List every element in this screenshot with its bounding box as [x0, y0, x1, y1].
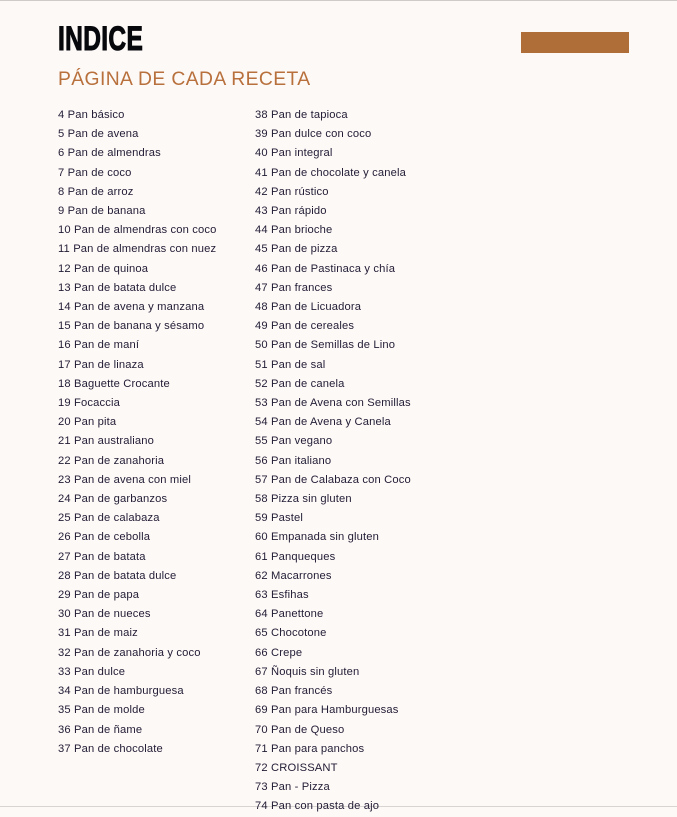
index-entry-recipe: Pan de Calabaza con Coco [271, 473, 411, 486]
index-entry-recipe: Pan de maní [74, 339, 140, 352]
index-entry-recipe: Pan de avena y manzana [74, 301, 205, 314]
index-entry-page: 36 [58, 723, 71, 736]
index-entry-page: 50 [255, 339, 268, 352]
index-entry-recipe: CROISSANT [271, 761, 338, 774]
index-entry[interactable] [58, 183, 248, 202]
index-entry-recipe: Pan de batata [74, 550, 146, 563]
index-entry-recipe: Pan de pizza [271, 243, 338, 256]
index-entry-recipe: Pan de linaza [74, 358, 144, 371]
index-entry-page: 64 [255, 608, 268, 621]
index-entry-recipe: Chocotone [271, 627, 327, 640]
index-entry-page: 8 [58, 185, 65, 198]
index-entry-page: 42 [255, 185, 268, 198]
index-entry-recipe: Pan de Pastinaca y chía [271, 262, 396, 275]
index-entry[interactable] [255, 432, 555, 451]
index-entry[interactable] [58, 740, 248, 759]
index-column-left [58, 106, 248, 759]
index-entry-recipe: Pan brioche [271, 224, 333, 237]
index-entry[interactable] [255, 759, 555, 778]
index-entry[interactable] [255, 183, 555, 202]
index-entry-recipe: Crepe [271, 646, 303, 659]
index-entry[interactable] [255, 721, 555, 740]
index-entry-recipe: Pan de Avena con Semillas [271, 397, 411, 410]
index-entry-recipe: Pan de avena con miel [74, 473, 191, 486]
index-entry[interactable] [58, 605, 248, 624]
index-entry-page: 13 [58, 281, 71, 294]
index-entry-recipe: Pan de zanahoria [74, 454, 165, 467]
index-entry-recipe: Pan de quinoa [74, 262, 149, 275]
index-entry-recipe: Pan de arroz [67, 185, 134, 198]
index-entry[interactable] [255, 375, 555, 394]
index-entry-page: 45 [255, 243, 268, 256]
index-entry-recipe: Pizza sin gluten [271, 493, 352, 506]
index-entry-page: 5 [58, 128, 65, 141]
index-entry[interactable] [255, 663, 555, 682]
index-entry-recipe: Pan de chocolate [74, 742, 163, 755]
index-entry[interactable] [58, 413, 248, 432]
index-entry[interactable] [255, 586, 555, 605]
index-entry-page: 23 [58, 473, 71, 486]
index-entry-page: 56 [255, 454, 268, 467]
index-entry[interactable] [58, 164, 248, 183]
index-entry-page: 61 [255, 550, 268, 563]
index-entry[interactable] [255, 260, 555, 279]
index-entry[interactable] [58, 317, 248, 336]
index-entry-page: 44 [255, 224, 268, 237]
index-entry[interactable] [255, 567, 555, 586]
index-entry-page: 15 [58, 320, 71, 333]
index-entry-recipe: Pan de tapioca [271, 109, 348, 121]
index-entry[interactable] [255, 317, 555, 336]
index-entry[interactable] [255, 740, 555, 759]
index-entry-page: 17 [58, 358, 71, 371]
index-entry-recipe: Pan de hamburguesa [74, 685, 184, 698]
index-entry-page: 40 [255, 147, 268, 160]
index-entry-page: 71 [255, 742, 268, 755]
index-entry-recipe: Pan de cebolla [74, 531, 151, 544]
index-entry[interactable] [255, 298, 555, 317]
index-entry[interactable] [255, 452, 555, 471]
index-entry-recipe: Pan de avena [67, 128, 139, 141]
index-entry-recipe: Pan de Avena y Canela [271, 416, 391, 429]
index-entry-recipe: Esfihas [271, 589, 309, 602]
page-title: INDICE [58, 20, 144, 58]
index-entry-page: 67 [255, 665, 268, 678]
index-entry[interactable] [58, 682, 248, 701]
index-entry[interactable] [58, 394, 248, 413]
index-entry[interactable] [58, 701, 248, 720]
index-entry[interactable] [58, 471, 248, 490]
index-entry[interactable] [255, 279, 555, 298]
index-entry[interactable] [58, 106, 248, 125]
index-entry-recipe: Ñoquis sin gluten [271, 665, 360, 678]
index-entry-recipe: Pan de sal [271, 358, 326, 371]
index-entry-recipe: Pan rápido [271, 205, 327, 218]
index-entry[interactable] [255, 701, 555, 720]
index-entry[interactable] [255, 624, 555, 643]
page-subtitle: PÁGINA DE CADA RECETA [58, 68, 311, 90]
index-entry[interactable] [58, 644, 248, 663]
index-entry-recipe: Pan - Pizza [271, 781, 330, 794]
index-entry-page: 53 [255, 397, 268, 410]
index-entry[interactable] [58, 490, 248, 509]
index-entry-page: 59 [255, 512, 268, 525]
index-entry[interactable] [255, 394, 555, 413]
index-entry-recipe: Pan dulce con coco [271, 128, 372, 141]
index-entry[interactable] [58, 528, 248, 547]
index-entry-page: 49 [255, 320, 268, 333]
index-entry[interactable] [58, 298, 248, 317]
index-entry-page: 16 [58, 339, 71, 352]
index-entry-page: 34 [58, 685, 71, 698]
index-entry[interactable] [58, 125, 248, 144]
index-entry-recipe: Pan de almendras con nuez [73, 243, 217, 256]
index-entry[interactable] [255, 144, 555, 163]
index-entry-recipe: Pan de molde [74, 704, 145, 717]
index-entry[interactable] [58, 336, 248, 355]
index-entry[interactable] [58, 260, 248, 279]
index-entry-page: 43 [255, 205, 268, 218]
index-entry-page: 52 [255, 377, 268, 390]
index-entry-page: 68 [255, 685, 268, 698]
index-entry-page: 32 [58, 646, 71, 659]
index-entry-page: 33 [58, 665, 71, 678]
index-entry[interactable] [255, 240, 555, 259]
index-entry-recipe: Pan de batata dulce [74, 569, 177, 582]
index-entry-recipe: Pan de Licuadora [271, 301, 362, 314]
index-entry[interactable] [58, 144, 248, 163]
index-entry-recipe: Pan integral [271, 147, 333, 160]
index-entry-recipe: Focaccia [74, 397, 120, 410]
index-entry-recipe: Pan básico [67, 109, 125, 121]
index-entry-page: 39 [255, 128, 268, 141]
index-entry-page: 38 [255, 109, 268, 121]
index-entry-recipe: Pan de garbanzos [74, 493, 168, 506]
index-entry[interactable] [255, 356, 555, 375]
index-entry[interactable] [255, 490, 555, 509]
index-entry[interactable] [255, 471, 555, 490]
index-entry[interactable] [255, 106, 555, 125]
index-entry-page: 41 [255, 166, 268, 179]
index-entry[interactable] [255, 336, 555, 355]
index-entry-page: 14 [58, 301, 71, 314]
index-entry-page: 19 [58, 397, 71, 410]
index-entry[interactable] [58, 356, 248, 375]
index-entry-page: 26 [58, 531, 71, 544]
index-entry-page: 47 [255, 281, 268, 294]
index-entry-recipe: Pan pita [74, 416, 117, 429]
index-entry-page: 46 [255, 262, 268, 275]
index-entry-page: 25 [58, 512, 71, 525]
index-entry-page: 18 [58, 377, 71, 390]
index-entry-recipe: Pan dulce [74, 665, 126, 678]
index-entry[interactable] [255, 778, 555, 797]
index-entry[interactable] [255, 202, 555, 221]
index-entry[interactable] [58, 432, 248, 451]
index-entry-page: 51 [255, 358, 268, 371]
index-entry[interactable] [255, 682, 555, 701]
index-entry-page: 54 [255, 416, 268, 429]
index-entry[interactable] [58, 663, 248, 682]
index-entry-page: 74 [255, 800, 268, 813]
index-entry[interactable] [58, 586, 248, 605]
index-entry-page: 6 [58, 147, 65, 160]
index-entry[interactable] [58, 452, 248, 471]
index-entry-page: 70 [255, 723, 268, 736]
index-entry-recipe: Pan de nueces [74, 608, 151, 621]
index-entry-recipe: Pan de almendras con coco [74, 224, 217, 237]
index-entry-page: 48 [255, 301, 268, 314]
index-entry-page: 55 [255, 435, 268, 448]
index-entry-recipe: Pan frances [271, 281, 333, 294]
index-entry-recipe: Empanada sin gluten [271, 531, 379, 544]
index-entry-recipe: Pan de coco [67, 166, 132, 179]
index-entry-recipe: Pan de calabaza [74, 512, 160, 525]
index-entry[interactable] [58, 279, 248, 298]
index-entry-recipe: Pan de chocolate y canela [271, 166, 407, 179]
index-columns [0, 106, 677, 813]
index-entry-page: 20 [58, 416, 71, 429]
index-entry-recipe: Baguette Crocante [74, 377, 170, 390]
index-entry-page: 35 [58, 704, 71, 717]
index-entry[interactable] [255, 605, 555, 624]
index-entry-recipe: Pan francés [271, 685, 333, 698]
index-entry-recipe: Pan de cereales [271, 320, 355, 333]
index-entry-recipe: Pan australiano [74, 435, 155, 448]
index-entry-page: 22 [58, 454, 71, 467]
index-entry-recipe: Pan de almendras [67, 147, 161, 160]
index-entry-recipe: Pan de papa [74, 589, 140, 602]
index-entry-page: 24 [58, 493, 71, 506]
index-entry-page: 72 [255, 761, 268, 774]
index-entry-recipe: Pan de ñame [74, 723, 143, 736]
index-entry[interactable] [255, 164, 555, 183]
index-entry-page: 28 [58, 569, 71, 582]
index-entry-recipe: Pan de zanahoria y coco [74, 646, 201, 659]
index-entry[interactable] [58, 721, 248, 740]
index-entry-recipe: Pastel [271, 512, 304, 525]
index-entry-recipe: Pan para panchos [271, 742, 365, 755]
index-entry-recipe: Pan de banana y sésamo [74, 320, 205, 333]
index-entry-page: 27 [58, 550, 71, 563]
index-entry-page: 37 [58, 742, 71, 755]
index-entry[interactable] [58, 221, 248, 240]
index-entry[interactable] [58, 624, 248, 643]
index-entry[interactable] [58, 202, 248, 221]
index-column-right [255, 106, 555, 817]
accent-bar-decoration [521, 32, 629, 53]
index-entry-recipe: Pan para Hamburguesas [271, 704, 399, 717]
index-entry-page: 12 [58, 262, 71, 275]
index-entry-page: 62 [255, 569, 268, 582]
index-entry-recipe: Pan de Queso [271, 723, 345, 736]
index-entry-page: 57 [255, 473, 268, 486]
index-entry[interactable] [58, 509, 248, 528]
index-entry-page: 60 [255, 531, 268, 544]
index-entry[interactable] [58, 548, 248, 567]
index-entry-recipe: Pan con pasta de ajo [271, 800, 380, 813]
index-entry-recipe: Pan de canela [271, 377, 345, 390]
index-entry-recipe: Pan de batata dulce [74, 281, 177, 294]
index-entry-page: 7 [58, 166, 65, 179]
index-entry[interactable] [255, 125, 555, 144]
index-entry-page: 9 [58, 205, 65, 218]
index-entry-page: 10 [58, 224, 71, 237]
index-entry[interactable] [255, 509, 555, 528]
index-entry-page: 63 [255, 589, 268, 602]
index-entry-recipe: Pan de maiz [74, 627, 138, 640]
index-entry-recipe: Panettone [271, 608, 324, 621]
index-entry[interactable] [255, 548, 555, 567]
index-entry[interactable] [255, 221, 555, 240]
index-entry-page: 21 [58, 435, 71, 448]
index-entry-page: 29 [58, 589, 71, 602]
index-entry-page: 11 [58, 243, 70, 256]
index-entry-page: 66 [255, 646, 268, 659]
index-entry-page: 31 [58, 627, 71, 640]
index-entry-page: 73 [255, 781, 268, 794]
index-entry[interactable] [255, 413, 555, 432]
index-entry-page: 65 [255, 627, 268, 640]
index-entry-recipe: Pan vegano [271, 435, 333, 448]
index-entry[interactable] [58, 567, 248, 586]
index-entry-recipe: Pan de Semillas de Lino [271, 339, 396, 352]
index-entry[interactable] [58, 240, 248, 259]
index-entry-page: 58 [255, 493, 268, 506]
index-entry-recipe: Pan italiano [271, 454, 332, 467]
index-entry-page: 4 [58, 109, 65, 121]
index-entry-page: 69 [255, 704, 268, 717]
index-entry[interactable] [255, 644, 555, 663]
index-entry-recipe: Pan de banana [67, 205, 146, 218]
index-entry-page: 30 [58, 608, 71, 621]
index-entry[interactable] [58, 375, 248, 394]
index-entry-recipe: Pan rústico [271, 185, 329, 198]
index-entry-recipe: Panqueques [271, 550, 336, 563]
index-entry[interactable] [255, 528, 555, 547]
index-entry-recipe: Macarrones [271, 569, 332, 582]
